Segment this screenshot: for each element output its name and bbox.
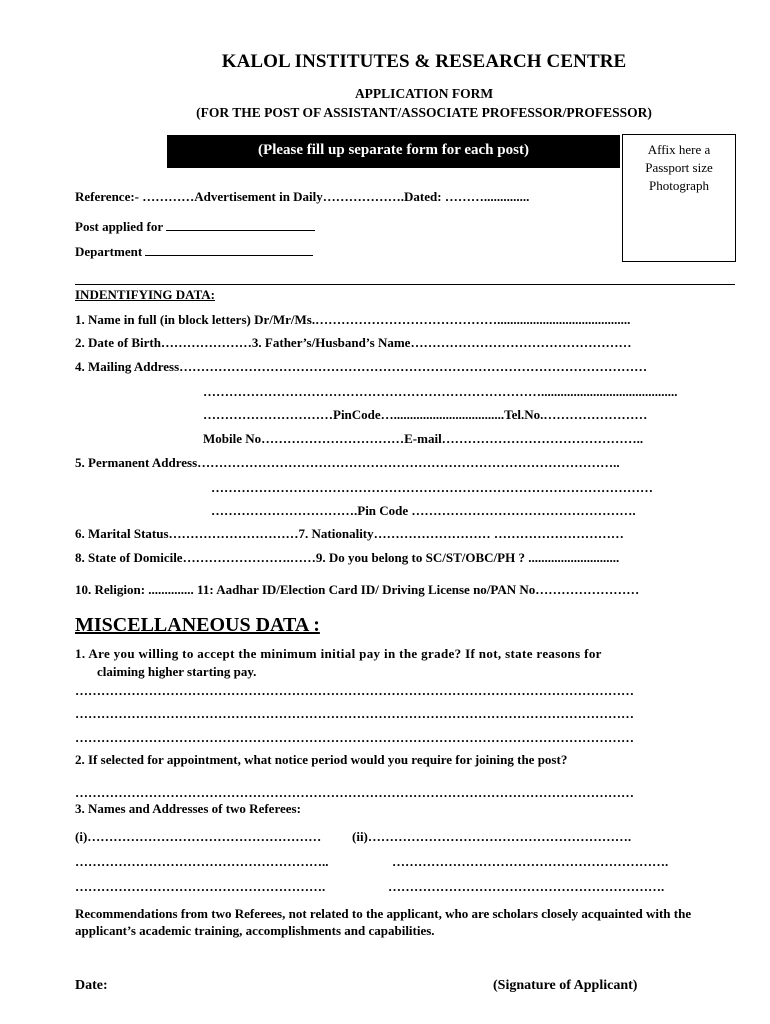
post-applied-field[interactable] <box>75 218 315 235</box>
misc-heading: MISCELLANEOUS DATA : <box>75 614 320 636</box>
mailing-address-field[interactable]: 4. Mailing Address……………………………………………………………………………………………… <box>75 359 648 374</box>
pincode-tel-field[interactable]: …………………………PinCode…..................................Tel.No.…………………… <box>203 407 648 422</box>
post-applied-line[interactable] <box>166 218 315 231</box>
q1-answer-line[interactable]: ………………………………………………………………………………………………………………… <box>75 683 634 698</box>
q1-answer-line[interactable]: ………………………………………………………………………………………………………………… <box>75 706 634 721</box>
identifying-heading: INDENTIFYING DATA: <box>75 287 215 302</box>
date-label: Date: <box>75 978 108 993</box>
post-applied-label: Post applied for <box>75 219 163 234</box>
q2-answer-line[interactable]: ………………………………………………………………………………………………………………… <box>75 785 634 800</box>
domicile-category-field[interactable]: 8. State of Domicile…………………….……9. Do you belong to SC/ST/OBC/PH ? ............................ <box>75 550 620 565</box>
reference-field[interactable]: Reference:- …………Advertisement in Daily……………….Dated: ……….............. <box>75 189 530 204</box>
form-title: APPLICATION FORM <box>354 86 494 101</box>
photo-box <box>622 134 736 262</box>
permanent-address-field[interactable]: 5. Permanent Address…………………………………………………………………………………….. <box>75 455 620 470</box>
referee-2-address-line[interactable]: ………………………………………………………. <box>392 854 669 869</box>
marital-nationality-field[interactable]: 6. Marital Status…………………………7. Nationality……………………… ………………………… <box>75 526 624 541</box>
instruction-banner: (Please fill up separate form for each post) <box>167 135 620 168</box>
q1-text: 1. Are you willing to accept the minimum initial pay in the grade? If not, state reasons for <box>75 646 602 661</box>
institute-title: KALOL INSTITUTES & RESEARCH CENTRE <box>221 51 627 72</box>
photo-box-line2: Passport size <box>645 160 713 175</box>
divider <box>75 284 735 285</box>
religion-id-field[interactable]: 10. Religion: .............. 11: Aadhar ID/Election Card ID/ Driving License no/PAN No…………………… <box>75 582 640 597</box>
referee-2-line[interactable]: (ii)……………………………………………………. <box>352 829 632 844</box>
referee-1-address-line[interactable]: ………………………………………………….. <box>75 854 329 869</box>
photo-box-line3: Photograph <box>649 178 709 193</box>
q1-answer-line[interactable]: ………………………………………………………………………………………………………………… <box>75 730 634 745</box>
post-line: (FOR THE POST OF ASSISTANT/ASSOCIATE PROFESSOR/PROFESSOR) <box>196 105 652 120</box>
recommendation-note: Recommendations from two Referees, not related to the applicant, who are scholars closely acquainted with the applicant’s academic training, accomplishments and capabilities. <box>75 906 692 938</box>
q2-text: 2. If selected for appointment, what notice period would you require for joining the post? <box>75 752 568 767</box>
name-field[interactable]: 1. Name in full (in block letters) Dr/Mr/Ms.……………………………………......................................... <box>75 312 631 327</box>
q3-text: 3. Names and Addresses of two Referees: <box>75 801 301 816</box>
mobile-email-field[interactable]: Mobile No……………………………E-mail……………………………………….. <box>203 431 644 446</box>
department-line[interactable] <box>145 243 313 256</box>
signature-label: (Signature of Applicant) <box>493 978 638 993</box>
permanent-pincode-field[interactable]: …………………………….Pin Code ……………………………………………. <box>211 503 636 518</box>
q1-text-line2: claiming higher starting pay. <box>97 664 257 679</box>
department-field[interactable] <box>75 243 313 260</box>
permanent-address-line2[interactable]: ………………………………………………………………………………………… <box>211 480 653 495</box>
referee-1-line[interactable]: (i)……………………………………………… <box>75 829 322 844</box>
referee-2-address-line[interactable]: ………………………………………………………. <box>388 879 665 894</box>
photo-box-line1: Affix here a <box>647 142 711 157</box>
mailing-address-line2[interactable]: …………………………………………………………………….......................................... <box>203 384 678 399</box>
referee-1-address-line[interactable]: …………………………………………………. <box>75 879 326 894</box>
dob-father-field[interactable]: 2. Date of Birth…………………3. Father’s/Husband’s Name…………………………………………… <box>75 335 632 350</box>
department-label: Department <box>75 244 143 259</box>
